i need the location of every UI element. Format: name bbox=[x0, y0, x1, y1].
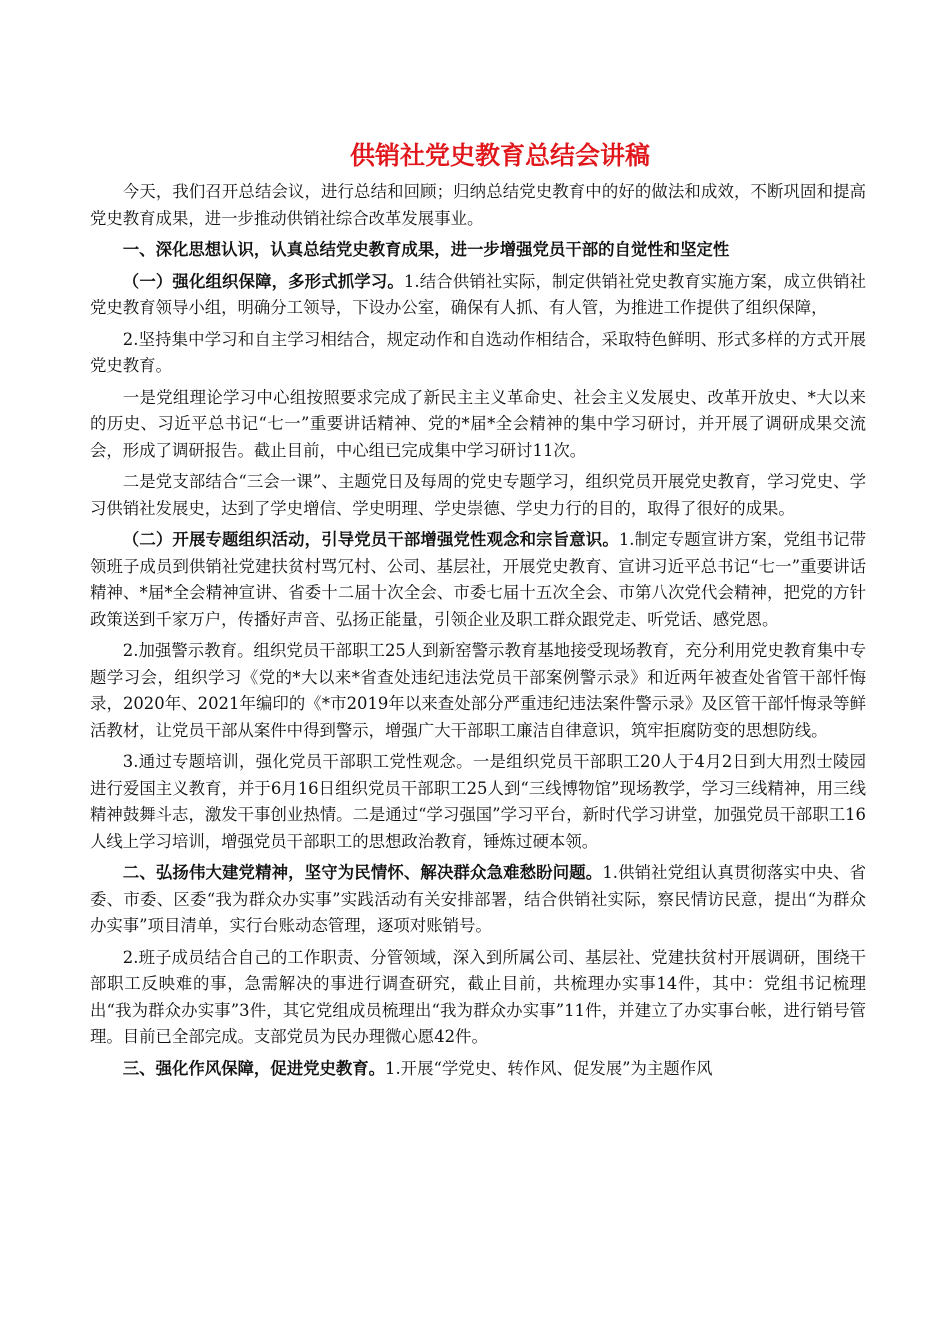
paragraph-text: 今天，我们召开总结会议，进行总结和回顾；归纳总结党史教育中的好的做法和成效，不断巩固和提高党史教育成果，进一步推动供销社综合改革发展事业。 bbox=[90, 182, 866, 228]
paragraph-text: 1.结合供销社实际，制定供销社党史教育实施方案，成立供销社党史教育领导小组，明确分工领导，下设办公室，确保有人抓、有人管，为推进工作提供了组织保障， bbox=[90, 271, 867, 317]
paragraph-text: 2.班子成员结合自己的工作职责、分管领域，深入到所属公司、基层社、党建扶贫村开展调研，围绕干部职工反映难的事，急需解决的事进行调查研究，截止目前，共梳理办实事14件，其中：党组书记梳理出“我为群众办实事”3件，其它党组成员梳理出“我为群众办实事”11件，并建立了办实事台帐，进行销号管理。目前已全部完成。支部党员为民办理微心愿42件。 bbox=[90, 947, 866, 1046]
paragraph-text: 1.供销社党组认真贯彻落实中央、省委、市委、区委“我为群众办实事”实践活动有关安排部署，结合供销社实际，察民情访民意，提出“为群众办实事”项目清单，实行台账动态管理，逐项对账销号。 bbox=[90, 863, 866, 935]
subsection-lead: （一）强化组织保障，多形式抓学习。 bbox=[122, 271, 404, 291]
paragraph-text: 3.通过专题培训，强化党员干部职工党性观念。一是组织党员干部职工20人于4月2日到大用烈士陵园进行爱国主义教育，并于6月16日组织党员干部职工25人到“三线博物馆”现场教学，学习三线精神，用三线精神鼓舞斗志，激发干事创业热情。二是通过“学习强国”学习平台，新时代学习讲堂，加强党员干部职工16人线上学习培训，增强党员干部职工的思想政治教育，锤炼过硬本领。 bbox=[90, 752, 866, 851]
paragraph-text: 2.坚持集中学习和自主学习相结合，规定动作和自选动作相结合，采取特色鲜明、形式多样的方式开展党史教育。 bbox=[90, 329, 866, 375]
paragraph-intro bbox=[90, 179, 866, 232]
heading-text: 一、深化思想认识，认真总结党史教育成果，进一步增强党员干部的自觉性和坚定性 bbox=[122, 240, 730, 259]
section-lead: 二、弘扬伟大建党精神，坚守为民情怀、解决群众急难愁盼问题。 bbox=[122, 863, 603, 882]
paragraph-1-3 bbox=[90, 385, 866, 465]
paragraph-2-1 bbox=[90, 527, 866, 633]
paragraph-1-2 bbox=[90, 327, 866, 380]
paragraph-1-4 bbox=[90, 469, 866, 522]
paragraph-text: 1.制定专题宣讲方案，党组书记带领班子成员到供销社党建扶贫村骂冗村、公司、基层社，开展党史教育、宣讲习近平总书记“七一”重要讲话精神、*届*全会精神宣讲、省委十二届十次全会、市委七届十五次全会、市第八次党代会精神，把党的方针政策送到千家万户，传播好声音、弘扬正能量，引领企业及职工群众跟党走、听党话、感党恩。 bbox=[90, 530, 867, 629]
paragraph-text: 一是党组理论学习中心组按照要求完成了新民主主义革命史、社会主义发展史、改革开放史、*大以来的历史、习近平总书记“七一”重要讲话精神、党的*届*全会精神的集中学习研讨，并开展了调研成果交流会，形成了调研报告。截止目前，中心组已完成集中学习研讨11次。 bbox=[90, 387, 866, 460]
paragraph-section-3 bbox=[90, 1056, 866, 1083]
paragraph-text: 1.开展“学党史、转作风、促发展”为主题作风 bbox=[385, 1058, 713, 1078]
paragraph-section-2-2 bbox=[90, 945, 866, 1051]
subsection-lead: （二）开展专题组织活动，引导党员干部增强党性观念和宗旨意识。 bbox=[122, 530, 619, 549]
paragraph-2-3 bbox=[90, 749, 866, 855]
paragraph-1-1 bbox=[90, 269, 866, 322]
document-title: 供销社党史教育总结会讲稿 bbox=[349, 141, 650, 170]
paragraph-text: 二是党支部结合“三会一课”、主题党日及每周的党史专题学习，组织党员开展党史教育，学习党史、学习供销社发展史，达到了学史增信、学史明理、学史崇德、学史力行的目的，取得了很好的成果。 bbox=[90, 472, 866, 518]
paragraph-2-2 bbox=[90, 638, 866, 744]
paragraph-section-2 bbox=[90, 860, 866, 940]
document-body bbox=[90, 179, 866, 1087]
paragraph-text: 2.加强警示教育。组织党员干部职工25人到新窑警示教育基地接受现场教育，充分利用党史教育集中专题学习会，组织学习《党的*大以来*省查处违纪违法党员干部案例警示录》和近两年被查处省管干部忏悔录，2020年、2021年编印的《*市2019年以来查处部分严重违纪违法案件警示录》及区管干部忏悔录等鲜活教材，让党员干部从案件中得到警示，增强广大干部职工廉洁自律意识，筑牢拒腐防变的思想防线。 bbox=[90, 641, 866, 740]
section-lead: 三、强化作风保障，促进党史教育。 bbox=[122, 1058, 386, 1078]
section-heading-1 bbox=[90, 237, 866, 264]
